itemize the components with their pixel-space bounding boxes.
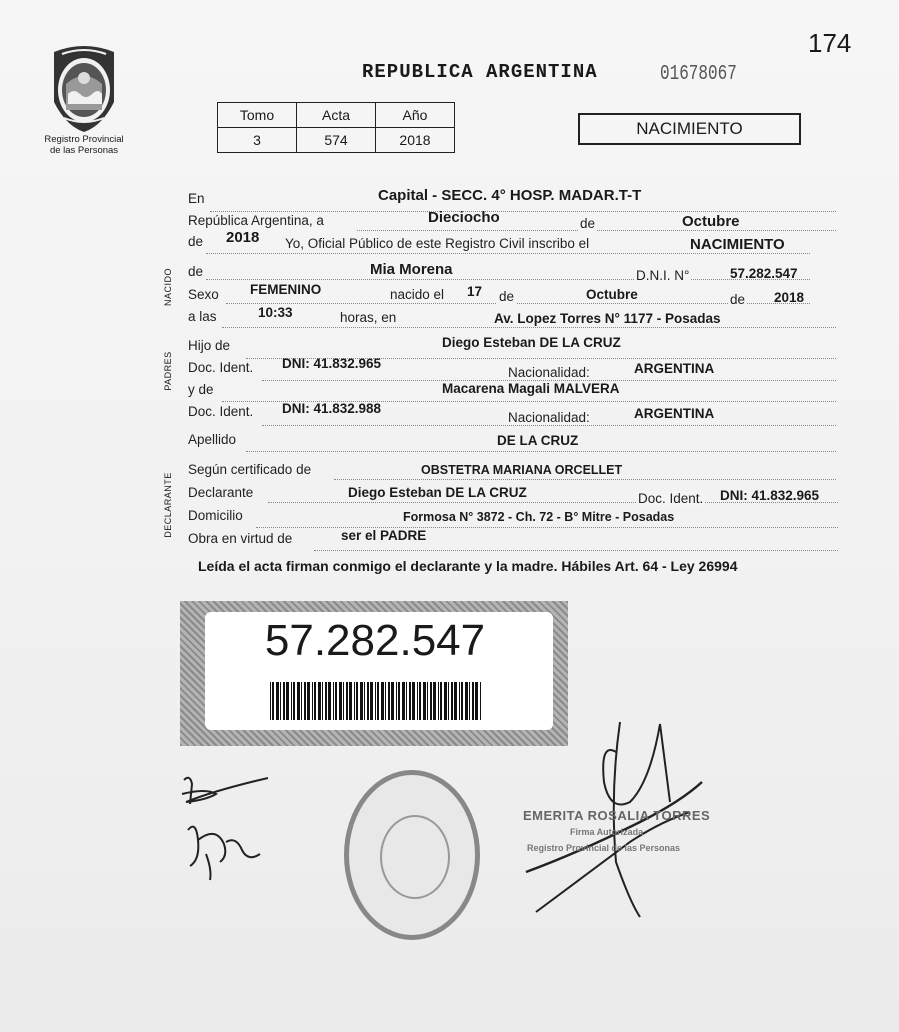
label-de-4: de bbox=[499, 289, 515, 304]
value-nombre: Mia Morena bbox=[370, 261, 453, 278]
value-declarante: Diego Esteban DE LA CRUZ bbox=[348, 485, 527, 500]
barcode-bar bbox=[322, 682, 323, 720]
label-hijo-de: Hijo de bbox=[188, 338, 231, 353]
barcode-bar bbox=[280, 682, 281, 720]
barcode-bar bbox=[307, 682, 310, 720]
label-de-2: de bbox=[188, 234, 204, 249]
value-apellido: DE LA CRUZ bbox=[497, 433, 579, 448]
barcode-bar bbox=[356, 682, 358, 720]
barcode-bar bbox=[451, 682, 453, 720]
barcode-bar bbox=[469, 682, 470, 720]
official-stamp-office: Registro Provincial de las Personas bbox=[527, 843, 681, 853]
barcode-bar bbox=[293, 682, 295, 720]
barcode-bar bbox=[465, 682, 468, 720]
official-stamp-role: Firma Autorizada bbox=[570, 827, 644, 837]
label-a-las: a las bbox=[188, 309, 217, 324]
barcode-bar bbox=[409, 682, 411, 720]
barcode-bar bbox=[475, 682, 478, 720]
label-sexo: Sexo bbox=[188, 287, 219, 302]
barcode-bar bbox=[364, 682, 365, 720]
value-nac-mes: Octubre bbox=[586, 287, 638, 302]
country-title: REPUBLICA ARGENTINA bbox=[362, 61, 598, 83]
barcode-bar bbox=[419, 682, 421, 720]
barcode-bar bbox=[398, 682, 400, 720]
barcode-bar bbox=[448, 682, 449, 720]
value-certificado: OBSTETRA MARIANA ORCELLET bbox=[421, 463, 623, 477]
barcode-bar bbox=[301, 682, 302, 720]
label-apellido: Apellido bbox=[188, 432, 237, 447]
barcode-bar bbox=[375, 682, 376, 720]
registry-header-acta: Acta bbox=[297, 103, 376, 128]
registry-header-tomo: Tomo bbox=[218, 103, 297, 128]
value-sexo: FEMENINO bbox=[250, 282, 322, 297]
barcode-bar bbox=[272, 682, 274, 720]
registry-value-tomo: 3 bbox=[218, 128, 297, 153]
page-number: 174 bbox=[808, 28, 852, 58]
barcode-bar bbox=[440, 682, 442, 720]
label-doc-ident-2: Doc. Ident. bbox=[188, 404, 254, 419]
label-y-de: y de bbox=[188, 382, 214, 397]
section-label-nacido: NACIDO bbox=[163, 268, 173, 307]
barcode-bar bbox=[406, 682, 407, 720]
barcode-bar bbox=[438, 682, 439, 720]
value-anio: 2018 bbox=[226, 229, 260, 246]
label-en: En bbox=[188, 191, 205, 206]
label-doc-ident-1: Doc. Ident. bbox=[188, 360, 254, 375]
value-padre-nac: ARGENTINA bbox=[634, 361, 715, 376]
value-padre-doc: DNI: 41.832.965 bbox=[282, 356, 382, 371]
value-domicilio: Formosa N° 3872 - Ch. 72 - B° Mitre - Posadas bbox=[403, 510, 675, 524]
registry-header-anio: Año bbox=[376, 103, 455, 128]
barcode-bar bbox=[283, 682, 285, 720]
value-virtud: ser el PADRE bbox=[341, 528, 427, 543]
provincial-coat-of-arms-logo bbox=[42, 44, 126, 134]
barcode-bar bbox=[349, 682, 352, 720]
barcode-bar bbox=[343, 682, 344, 720]
barcode-bar bbox=[286, 682, 289, 720]
label-doc-ident-3: Doc. Ident. bbox=[638, 491, 704, 506]
barcode-bar bbox=[360, 682, 363, 720]
barcode-bar bbox=[314, 682, 316, 720]
value-acto: NACIMIENTO bbox=[690, 236, 785, 253]
barcode-bar bbox=[328, 682, 331, 720]
label-nacionalidad-1: Nacionalidad: bbox=[508, 365, 590, 380]
barcode-bar bbox=[291, 682, 292, 720]
label-republica: República Argentina, a bbox=[188, 213, 324, 228]
barcode-bar bbox=[427, 682, 428, 720]
barcode-bar bbox=[339, 682, 342, 720]
barcode-bar bbox=[318, 682, 321, 720]
barcode-bar bbox=[333, 682, 334, 720]
value-nac-anio: 2018 bbox=[774, 290, 805, 305]
official-stamp-name: EMERITA ROSALIA TORRES bbox=[523, 808, 711, 823]
barcode-bar bbox=[412, 682, 415, 720]
registry-value-acta: 574 bbox=[297, 128, 376, 153]
barcode-bar bbox=[459, 682, 460, 720]
barcode-bar bbox=[388, 682, 390, 720]
handwritten-signature-1 bbox=[176, 770, 276, 890]
barcode-bar bbox=[402, 682, 405, 720]
barcode-bar bbox=[430, 682, 432, 720]
barcode-bar bbox=[377, 682, 379, 720]
label-nacido-el: nacido el bbox=[390, 287, 445, 302]
label-nacionalidad-2: Nacionalidad: bbox=[508, 410, 590, 425]
label-de-3: de bbox=[188, 264, 204, 279]
section-label-padres: PADRES bbox=[163, 351, 173, 391]
barcode-bar bbox=[346, 682, 348, 720]
barcode-bar bbox=[381, 682, 384, 720]
value-mes: Octubre bbox=[682, 213, 740, 230]
value-lugar-nac: Av. Lopez Torres N° 1177 - Posadas bbox=[494, 311, 721, 326]
label-domicilio: Domicilio bbox=[188, 508, 243, 523]
value-dni: 57.282.547 bbox=[730, 266, 798, 281]
barcode-bar bbox=[325, 682, 327, 720]
section-label-declarante: DECLARANTE bbox=[163, 472, 173, 538]
barcode-bar bbox=[385, 682, 386, 720]
barcode-bar bbox=[396, 682, 397, 720]
barcode-bar bbox=[461, 682, 463, 720]
logo-caption bbox=[34, 134, 134, 156]
barcode-bar bbox=[312, 682, 313, 720]
label-horas-en: horas, en bbox=[340, 310, 397, 325]
logo-caption-line1: Registro Provincial bbox=[44, 134, 124, 145]
barcode bbox=[270, 682, 484, 720]
value-madre: Macarena Magali MALVERA bbox=[442, 381, 620, 396]
barcode-bar bbox=[472, 682, 474, 720]
serial-number: 01678067 bbox=[660, 62, 737, 86]
closing-note: Leída el acta firman conmigo el declarante y la madre. Hábiles Art. 64 - Ley 26994 bbox=[198, 558, 738, 574]
barcode-bar bbox=[297, 682, 300, 720]
barcode-bar bbox=[335, 682, 337, 720]
barcode-bar bbox=[276, 682, 279, 720]
seal-emblem bbox=[380, 815, 450, 899]
barcode-bar bbox=[454, 682, 457, 720]
value-hora: 10:33 bbox=[258, 305, 293, 320]
value-declarante-doc: DNI: 41.832.965 bbox=[720, 488, 820, 503]
barcode-bar bbox=[433, 682, 436, 720]
barcode-bar bbox=[391, 682, 394, 720]
value-madre-doc: DNI: 41.832.988 bbox=[282, 401, 382, 416]
label-declarante: Declarante bbox=[188, 485, 254, 500]
barcode-bar bbox=[304, 682, 306, 720]
value-lugar: Capital - SECC. 4° HOSP. MADAR.T-T bbox=[378, 187, 642, 204]
value-dia: Dieciocho bbox=[428, 209, 500, 226]
document-type-box: NACIMIENTO bbox=[578, 113, 801, 145]
value-nac-dia: 17 bbox=[467, 284, 483, 299]
registry-value-anio: 2018 bbox=[376, 128, 455, 153]
barcode-bar bbox=[423, 682, 426, 720]
value-padre: Diego Esteban DE LA CRUZ bbox=[442, 335, 621, 350]
registry-table bbox=[217, 102, 455, 153]
label-obra-virtud: Obra en virtud de bbox=[188, 531, 293, 546]
barcode-bar bbox=[354, 682, 355, 720]
label-de-1: de bbox=[580, 216, 596, 231]
label-de-5: de bbox=[730, 292, 746, 307]
barcode-bar bbox=[417, 682, 418, 720]
value-madre-nac: ARGENTINA bbox=[634, 406, 715, 421]
logo-caption-line2: de las Personas bbox=[49, 145, 119, 156]
label-oficial: Yo, Oficial Público de este Registro Civil inscribo el bbox=[285, 236, 590, 251]
label-dni: D.N.I. N° bbox=[636, 268, 690, 283]
label-segun-certificado: Según certificado de bbox=[188, 462, 312, 477]
barcode-bar bbox=[367, 682, 369, 720]
id-label-number: 57.282.547 bbox=[264, 616, 486, 665]
barcode-bar bbox=[270, 682, 271, 720]
barcode-bar bbox=[480, 682, 481, 720]
barcode-bar bbox=[444, 682, 447, 720]
barcode-bar bbox=[370, 682, 373, 720]
